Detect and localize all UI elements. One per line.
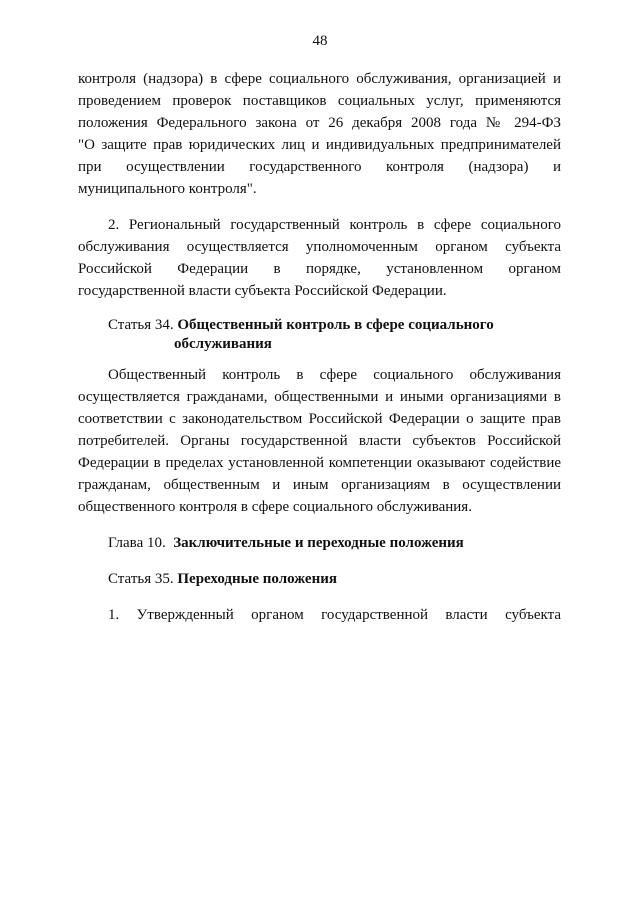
text-line: проведением проверок поставщиков социальных услуг, применяются bbox=[78, 93, 561, 109]
text-line: Общественный контроль в сфере социального обслуживания bbox=[108, 367, 561, 383]
article-35-heading bbox=[78, 568, 561, 590]
text-line: общественного контроля в сфере социального обслуживания. bbox=[78, 499, 472, 515]
paragraph-continuation bbox=[78, 68, 561, 200]
paragraph-public-control bbox=[78, 364, 561, 518]
text-line: государственной власти субъекта Российской Федерации. bbox=[78, 283, 447, 299]
text-line: гражданам, общественным и иным организациям в осуществлении bbox=[78, 477, 561, 493]
text-line: соответствии с законодательством Российской Федерации о защите прав bbox=[78, 411, 561, 427]
text-line: 1. Утвержденный органом государственной власти субъекта bbox=[108, 607, 561, 623]
chapter-10-heading bbox=[78, 532, 561, 554]
article-title: Переходные положения bbox=[177, 571, 337, 587]
text-line: обслуживания осуществляется уполномоченным органом субъекта bbox=[78, 239, 561, 255]
article-title-continuation: обслуживания bbox=[174, 336, 272, 352]
text-line: потребителей. Органы государственной власти субъектов Российской bbox=[78, 433, 561, 449]
paragraph-transitional bbox=[78, 604, 561, 626]
chapter-label: Глава 10. bbox=[108, 535, 166, 551]
text-line: Российской Федерации в порядке, установленном органом bbox=[78, 261, 561, 277]
paragraph-regional-control bbox=[78, 214, 561, 302]
text-line: при осуществлении государственного контроля (надзора) и bbox=[78, 159, 561, 175]
text-line: положения Федерального закона от 26 декабря 2008 года № 294-ФЗ bbox=[78, 115, 561, 131]
article-title: Общественный контроль в сфере социального bbox=[177, 317, 494, 333]
document-body bbox=[78, 68, 561, 626]
text-line: контроля (надзора) в сфере социального обслуживания, организацией и bbox=[78, 71, 561, 87]
article-label: Статья 35. bbox=[108, 571, 174, 587]
page-number: 48 bbox=[312, 33, 328, 49]
article-34-heading bbox=[78, 316, 561, 354]
text-line: муниципального контроля". bbox=[78, 181, 257, 197]
text-line: Федерации в пределах установленной компетенции оказывают содействие bbox=[78, 455, 561, 471]
text-line: 2. Региональный государственный контроль в сфере социального bbox=[108, 217, 561, 233]
heading-line bbox=[78, 316, 561, 335]
text-line: осуществляется гражданами, общественными и иными организациями в bbox=[78, 389, 561, 405]
article-label: Статья 34. bbox=[108, 317, 174, 333]
text-line: "О защите прав юридических лиц и индивидуальных предпринимателей bbox=[78, 137, 561, 153]
chapter-title: Заключительные и переходные положения bbox=[173, 535, 464, 551]
